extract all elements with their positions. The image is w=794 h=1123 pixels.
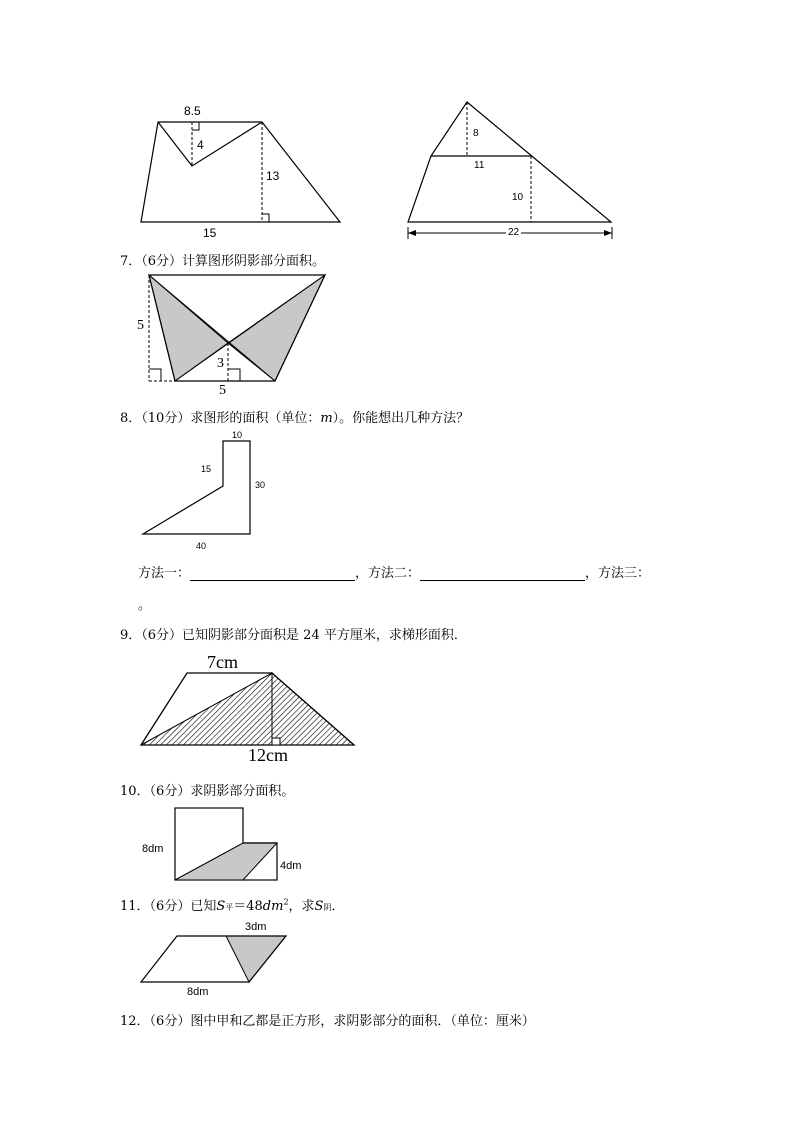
fig-a-top-label: 8.5 (184, 104, 201, 118)
question-7: 7．（6分）计算图形阴影部分面积。 (120, 254, 326, 269)
q11-s-yin: S (314, 899, 324, 914)
q11-end: ． (331, 899, 345, 914)
q11-sub-yin: 阴 (323, 903, 332, 912)
q11-eq: ＝48 (233, 899, 263, 914)
q8-prefix: 8．（10分）求图形的面积（单位： (120, 411, 321, 426)
fig-b-triangle-height-label: 8 (473, 128, 479, 139)
question-9: 9．（6分）已知阴影部分面积是 24 平方厘米，求梯形面积． (120, 628, 467, 643)
fig10-left-label: 8dm (142, 843, 164, 855)
q8-methods-end: 。 (138, 598, 152, 613)
fig-b-bottom-label: 22 (508, 227, 520, 238)
q8-unit: m (320, 411, 333, 426)
fig-b-trap-height-label: 10 (512, 192, 524, 203)
q11-sup: 2 (283, 897, 289, 907)
method-1-label: 方法一： (138, 566, 191, 581)
fig-a-right-height-label: 13 (266, 169, 280, 183)
fig-b-mid-width-label: 11 (474, 160, 485, 171)
fig10-right-label: 4dm (280, 860, 302, 872)
fig8-right-label: 30 (255, 480, 266, 490)
fig11-top-label: 3dm (245, 921, 267, 933)
method-2-label: ，方法二： (355, 566, 421, 581)
fig-a-mid-height-label: 4 (197, 138, 204, 152)
q11-mid: ，求 (288, 899, 315, 914)
q11-unit: dm (262, 899, 284, 914)
fig7-inner-height-label: 3 (217, 356, 224, 371)
question-12: 12．（6分）图中甲和乙都是正方形，求阴影部分的面积．（单位：厘米） (120, 1014, 535, 1029)
fig9-bottom-label: 12cm (248, 745, 288, 765)
fig7-height-label: 5 (137, 318, 144, 333)
method-3-label: ，方法三： (585, 566, 651, 581)
q11-s-ping: S (216, 899, 226, 914)
q11-sub-ping: 平 (225, 903, 234, 912)
fig8-top-label: 10 (232, 430, 243, 440)
q8-suffix: ）。你能想出几种方法？ (332, 411, 470, 426)
fig8-bottom-label: 40 (196, 541, 207, 551)
fig11-bottom-label: 8dm (187, 986, 209, 998)
q11-prefix: 11．（6分）已知 (120, 899, 217, 914)
fig8-slant-label: 15 (201, 464, 212, 474)
fig7-base-label: 5 (219, 383, 226, 398)
fig-a-bottom-label: 15 (203, 226, 217, 240)
question-10: 10．（6分）求阴影部分面积。 (120, 784, 295, 799)
fig9-top-label: 7cm (207, 652, 238, 672)
